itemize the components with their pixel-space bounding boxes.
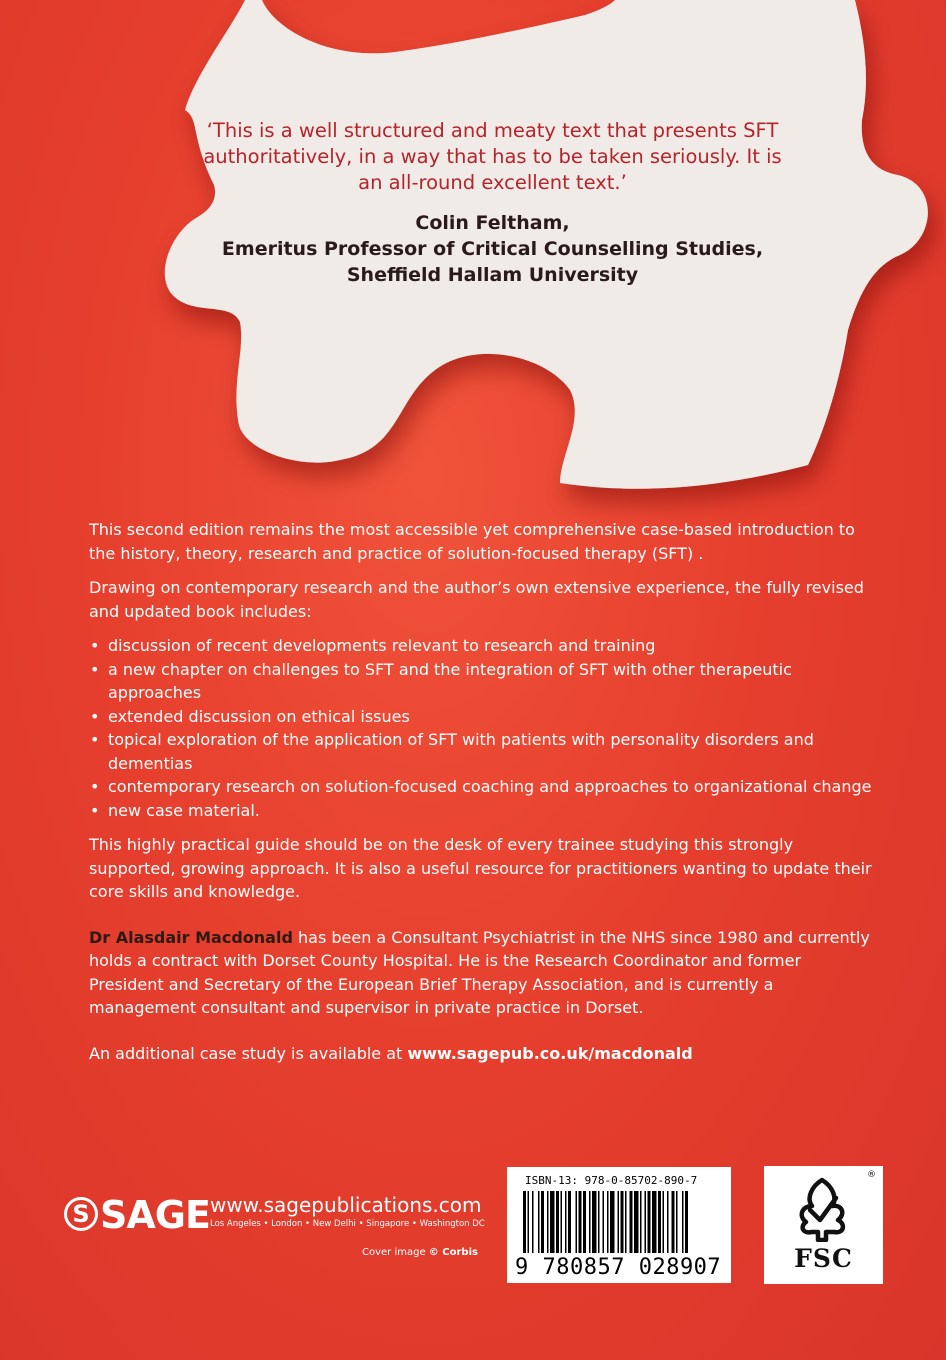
case-study-link[interactable]: www.sagepub.co.uk/macdonald <box>407 1043 693 1063</box>
barcode-bar <box>645 1191 647 1253</box>
cover-credit-prefix: Cover image <box>362 1247 429 1258</box>
quote-attribution <box>200 210 785 288</box>
sage-wordmark: SAGE <box>100 1193 210 1237</box>
barcode-bar <box>550 1191 555 1253</box>
barcode-bar <box>603 1191 605 1253</box>
endorsement-quote <box>200 118 785 288</box>
barcode-bar <box>538 1191 540 1253</box>
publisher-cities: Los Angeles • London • New Delhi • Singapore • Washington DC <box>210 1219 485 1229</box>
barcode-bar <box>598 1191 600 1253</box>
cover-credit-name: © Corbis <box>428 1247 478 1258</box>
barcode-bar <box>652 1191 657 1253</box>
barcode-bar <box>667 1191 669 1253</box>
barcode-bar <box>583 1191 586 1253</box>
barcode-bar <box>565 1191 567 1253</box>
barcode-bar <box>589 1191 591 1253</box>
barcode-bar <box>610 1191 615 1253</box>
fsc-logo <box>764 1166 883 1284</box>
barcode-bar <box>630 1191 633 1253</box>
barcode-bar <box>532 1191 534 1253</box>
case-study-prefix: An additional case study is available at <box>89 1043 408 1063</box>
publisher-website[interactable]: www.sagepublications.com <box>210 1193 482 1217</box>
isbn-barcode <box>507 1167 731 1283</box>
fsc-registered-mark: ® <box>867 1170 876 1180</box>
barcode-bar <box>621 1191 624 1253</box>
barcode-bar <box>541 1191 544 1253</box>
drawing-paragraph: Drawing on contemporary research and the author’s own extensive experience, the fully revised and updated book includes: <box>89 578 864 621</box>
barcode-bar <box>672 1191 675 1253</box>
quote-text: ‘This is a well structured and meaty text that presents SFT authoritatively, in a way that has to be taken seriously. It is an all-round excellent text.’ <box>203 119 782 194</box>
case-study-paragraph <box>89 1042 879 1066</box>
attribution-title: Emeritus Professor of Critical Counselling Studies, <box>221 238 764 260</box>
list-item: • topical exploration of the application of SFT with patients with personality disorders and dementias <box>89 728 879 775</box>
isbn-label: ISBN-13: 978-0-85702-890-7 <box>525 1174 698 1187</box>
barcode-bar <box>618 1191 620 1253</box>
barcode-bar <box>556 1191 559 1253</box>
author-paragraph <box>89 926 879 1020</box>
list-item: • a new chapter on challenges to SFT and the integration of SFT with other therapeutic approaches <box>89 658 879 705</box>
intro-paragraph: This second edition remains the most accessible yet comprehensive case-based introduction to the history, theory, research and practice of solution-focused therapy (SFT) . <box>89 520 855 563</box>
barcode-bar <box>576 1191 578 1253</box>
attribution-name: Colin Feltham, <box>415 212 570 234</box>
barcode-bar <box>561 1191 563 1253</box>
fsc-text: FSC <box>794 1244 853 1273</box>
barcode-bar <box>607 1191 609 1253</box>
barcode-bar <box>634 1191 639 1253</box>
barcode-bar <box>640 1191 642 1253</box>
fsc-tree-checkmark-icon <box>784 1176 864 1242</box>
sage-s-icon: S <box>64 1197 98 1231</box>
barcode-digits: 9 780857 028907 <box>515 1255 722 1280</box>
barcode-bar <box>682 1191 684 1253</box>
list-item: • extended discussion on ethical issues <box>89 705 879 729</box>
barcode-bar <box>648 1191 651 1253</box>
barcode-bar <box>685 1191 688 1253</box>
list-item: • new case material. <box>89 799 879 823</box>
features-list <box>89 634 879 822</box>
author-bio: has been a Consultant Psychiatrist in the NHS since 1980 and currently holds a contract with Dorset County Hospital. He is the Research Coordinator and former President and Secretary of the European Brief Therapy Association, and is currently a management consultant and supervisor in private practice in Dorset. <box>89 927 870 1017</box>
attribution-institution: Sheffield Hallam University <box>346 264 639 286</box>
sage-logo <box>64 1193 210 1237</box>
barcode-bar <box>658 1191 661 1253</box>
barcode-bar <box>523 1191 526 1253</box>
barcode-bar <box>568 1191 571 1253</box>
list-item: • contemporary research on solution-focused coaching and approaches to organizational change <box>89 775 879 799</box>
list-item: • discussion of recent developments relevant to research and training <box>89 634 879 658</box>
barcode-bar <box>676 1191 678 1253</box>
barcode-bar <box>592 1191 597 1253</box>
barcode-bar <box>625 1191 627 1253</box>
practical-paragraph: This highly practical guide should be on the desk of every trainee studying this strongly supported, growing approach. It is also a useful resource for practitioners wanting to update their core skills and knowledge. <box>89 835 872 901</box>
barcode-bar <box>579 1191 582 1253</box>
cover-image-credit <box>362 1246 478 1260</box>
barcode-bar <box>663 1191 665 1253</box>
book-description <box>89 518 879 1076</box>
barcode-bar <box>528 1191 530 1253</box>
barcode-bar <box>547 1191 549 1253</box>
author-name: Dr Alasdair Macdonald <box>89 927 293 947</box>
